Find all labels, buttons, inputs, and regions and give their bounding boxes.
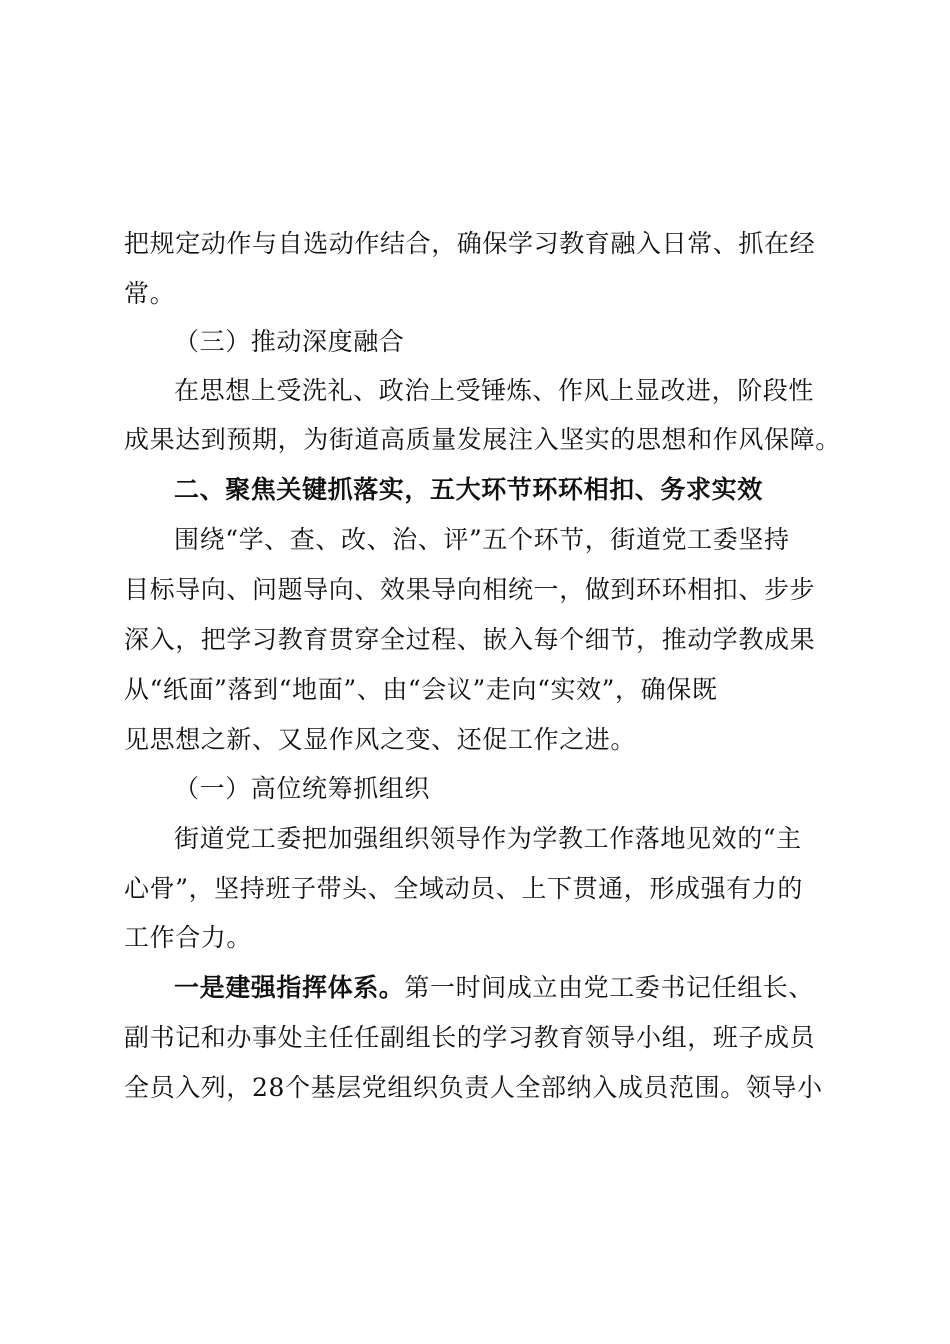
paragraph-line: 全员入列，28个基层党组织负责人全部纳入成员范围。领导小 — [124, 1073, 823, 1102]
paragraph-line-with-lead — [174, 972, 874, 1004]
paragraph-line: 副书记和办事处主任任副组长的学习教育领导小组，班子成员 — [124, 1023, 816, 1052]
paragraph-line: 在思想上受洗礼、政治上受锤炼、作风上显改进，阶段性 — [174, 376, 815, 405]
paragraph-line: 见思想之新、又显作风之变、还促工作之进。 — [124, 725, 637, 754]
paragraph-line: 工作合力。 — [124, 923, 253, 952]
paragraph-line: 围绕“学、查、改、治、评”五个环节，街道党工委坚持 — [174, 525, 790, 554]
bold-lead-text: 一是建强指挥体系。 — [174, 973, 405, 1002]
section-heading: 二、聚焦关键抓落实，五大环节环环相扣、务求实效 — [174, 475, 763, 504]
subsection-heading: （三）推动深度融合 — [174, 327, 405, 356]
paragraph-line: 成果达到预期，为街道高质量发展注入坚实的思想和作风保障。 — [124, 425, 841, 454]
paragraph-line: 目标导向、问题导向、效果导向相统一，做到环环相扣、步步 — [124, 575, 816, 604]
paragraph-line: 深入，把学习教育贯穿全过程、嵌入每个细节，推动学教成果 — [124, 625, 816, 654]
paragraph-line: 把规定动作与自选动作结合，确保学习教育融入日常、抓在经 — [124, 229, 816, 258]
paragraph-line: 从“纸面”落到“地面”、由“会议”走向“实效”，确保既 — [124, 675, 718, 704]
paragraph-line: 心骨”，坚持班子带头、全域动员、上下贯通，形成强有力的 — [124, 874, 803, 903]
subsection-heading: （一）高位统筹抓组织 — [174, 774, 431, 803]
paragraph-text: 第一时间成立由党工委书记任组长、 — [404, 973, 815, 1002]
paragraph-line: 常。 — [124, 279, 176, 308]
paragraph-line: 街道党工委把加强组织领导作为学教工作落地见效的“主 — [174, 824, 802, 853]
